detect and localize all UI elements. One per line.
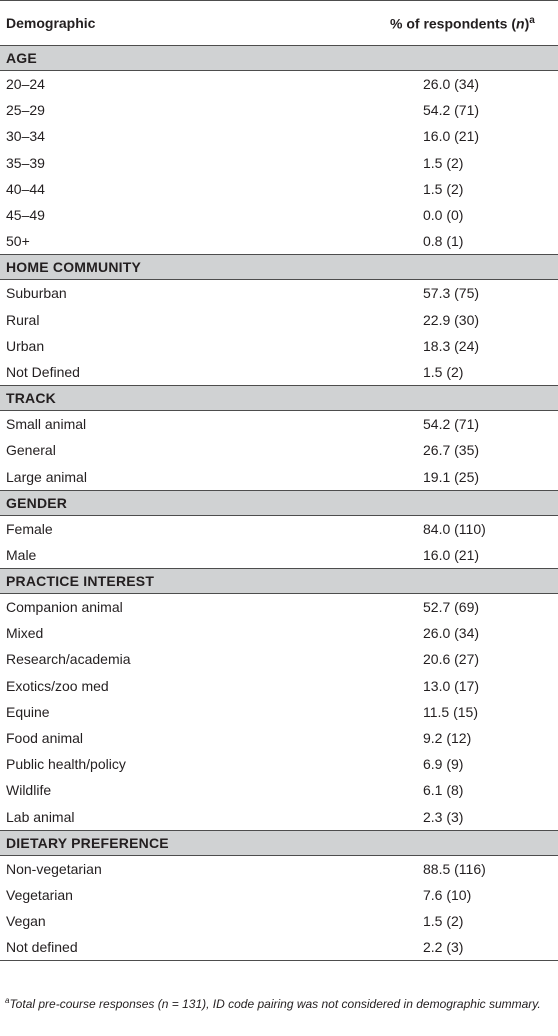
row-value: 2.2 (3) — [423, 939, 464, 956]
row-value-cell — [362, 646, 558, 672]
footnote-text: Total pre-course responses (n = 131), ID code pairing was not considered in demographic summary. — [9, 997, 541, 1011]
row-label: Not Defined — [6, 363, 80, 380]
section-header-row — [0, 255, 558, 280]
row-label: Mixed — [6, 625, 44, 642]
footnote-marker: a — [5, 996, 10, 1005]
row-value: 1.5 (2) — [423, 180, 464, 197]
row-label: Food animal — [6, 730, 84, 747]
table-row — [0, 123, 558, 149]
row-value: 7.6 (10) — [423, 886, 472, 903]
row-value-cell — [362, 359, 558, 386]
row-label: Not defined — [0, 934, 362, 961]
section-header-row — [0, 569, 558, 594]
row-value: 22.9 (30) — [423, 311, 480, 328]
row-label: Non-vegetarian — [6, 860, 102, 877]
header-footnote-marker: a — [529, 14, 535, 26]
section-title: GENDER — [0, 490, 558, 515]
row-value-cell — [362, 777, 558, 803]
row-label: 25–29 — [6, 102, 45, 119]
row-value-cell — [362, 699, 558, 725]
row-value: 6.1 (8) — [423, 782, 464, 799]
table-row — [0, 751, 558, 777]
row-label: 40–44 — [6, 180, 45, 197]
row-label: Exotics/zoo med — [6, 677, 109, 694]
table-row — [0, 646, 558, 672]
row-value: 16.0 (21) — [423, 128, 480, 145]
row-label: Companion animal — [6, 599, 123, 616]
section-header-row — [0, 46, 558, 71]
section-title: AGE — [0, 46, 558, 71]
row-label: Research/academia — [6, 651, 131, 668]
table-row — [0, 228, 558, 255]
header-percent-respondents — [362, 1, 558, 46]
table-row — [0, 280, 558, 307]
row-value: 57.3 (75) — [423, 285, 480, 302]
table-row — [0, 934, 558, 961]
section-header-row — [0, 490, 558, 515]
table-row — [0, 97, 558, 123]
row-label: 50+ — [6, 233, 30, 250]
section-title: HOME COMMUNITY — [0, 255, 558, 280]
table-row — [0, 804, 558, 831]
section-header-row — [0, 830, 558, 855]
row-value-cell — [362, 150, 558, 176]
row-label: Male — [6, 546, 37, 563]
table-row — [0, 777, 558, 803]
row-value: 1.5 (2) — [423, 154, 464, 171]
row-label: Urban — [6, 337, 45, 354]
table-row — [0, 176, 558, 202]
row-value: 19.1 (25) — [423, 468, 480, 485]
table-row — [0, 515, 558, 542]
row-value-cell — [362, 437, 558, 463]
row-value: 13.0 (17) — [423, 677, 480, 694]
row-value: 18.3 (24) — [423, 337, 480, 354]
row-value-cell — [362, 280, 558, 307]
row-value: 6.9 (9) — [423, 756, 464, 773]
section-title: TRACK — [0, 386, 558, 411]
table-row — [0, 882, 558, 908]
row-value: 52.7 (69) — [423, 599, 480, 616]
row-value: 0.0 (0) — [423, 207, 464, 224]
header-n: n — [516, 15, 525, 32]
table-row — [0, 463, 558, 490]
section-title: PRACTICE INTEREST — [0, 569, 558, 594]
table-row — [0, 855, 558, 882]
row-value-cell — [362, 71, 558, 98]
row-label: Lab animal — [6, 808, 75, 825]
table-row — [0, 437, 558, 463]
row-value-cell — [362, 123, 558, 149]
row-label: Vegetarian — [6, 886, 73, 903]
row-value-cell — [362, 751, 558, 777]
row-value: 1.5 (2) — [423, 363, 464, 380]
row-value: 26.0 (34) — [423, 625, 480, 642]
table-row — [0, 542, 558, 569]
table-row — [0, 359, 558, 386]
row-value-cell — [362, 542, 558, 569]
row-value-cell — [362, 176, 558, 202]
row-label: 20–24 — [6, 76, 45, 93]
row-value-cell — [362, 673, 558, 699]
row-value-cell — [362, 882, 558, 908]
row-label: Small animal — [6, 416, 87, 433]
row-label: Wildlife — [6, 782, 52, 799]
row-value: 26.0 (34) — [423, 76, 480, 93]
table-row — [0, 594, 558, 621]
row-value-cell — [362, 307, 558, 333]
row-value: 54.2 (71) — [423, 102, 480, 119]
row-value: 16.0 (21) — [423, 546, 480, 563]
header-percent-prefix: % of respondents ( — [390, 15, 517, 32]
row-value: 2.3 (3) — [423, 808, 464, 825]
table-row — [0, 725, 558, 751]
row-label: Large animal — [6, 468, 87, 485]
row-value-cell — [362, 333, 558, 359]
table-row — [0, 333, 558, 359]
row-label: 45–49 — [6, 207, 45, 224]
table-row — [0, 150, 558, 176]
row-value-cell — [362, 804, 558, 831]
row-label: Equine — [6, 703, 50, 720]
row-label: 30–34 — [6, 128, 45, 145]
row-label: Rural — [6, 311, 40, 328]
row-value: 9.2 (12) — [423, 730, 472, 747]
row-value: 54.2 (71) — [423, 416, 480, 433]
header-percent-suffix: ) — [524, 15, 530, 32]
row-value-cell — [362, 411, 558, 438]
row-value: 11.5 (15) — [423, 703, 478, 720]
row-value-cell — [362, 228, 558, 255]
row-value-cell — [362, 620, 558, 646]
row-label: Suburban — [6, 285, 67, 302]
row-value-cell — [362, 855, 558, 882]
row-value-cell — [362, 934, 558, 961]
row-value-cell — [362, 202, 558, 228]
row-label: 35–39 — [6, 154, 45, 171]
table-row — [0, 673, 558, 699]
table-row — [0, 411, 558, 438]
row-value-cell — [362, 463, 558, 490]
table-row — [0, 71, 558, 98]
row-value: 20.6 (27) — [423, 651, 480, 668]
row-value-cell — [362, 594, 558, 621]
row-value-cell — [362, 515, 558, 542]
row-value: 88.5 (116) — [423, 860, 486, 877]
table-row — [0, 620, 558, 646]
table-row — [0, 908, 558, 934]
row-label: Public health/policy — [6, 756, 126, 773]
row-value-cell — [362, 908, 558, 934]
table-header-row — [0, 1, 558, 46]
row-value: 84.0 (110) — [423, 520, 486, 537]
header-demographic: Demographic — [0, 1, 362, 46]
section-title: DIETARY PREFERENCE — [0, 830, 558, 855]
table-row — [0, 202, 558, 228]
row-label: Vegan — [6, 913, 46, 930]
row-value: 1.5 (2) — [423, 913, 464, 930]
row-value: 0.8 (1) — [423, 233, 464, 250]
table-row — [0, 699, 558, 725]
row-label: Female — [6, 520, 53, 537]
row-label: General — [6, 442, 56, 459]
table-footnote — [5, 992, 553, 1013]
table-row — [0, 307, 558, 333]
row-value: 26.7 (35) — [423, 442, 480, 459]
row-value-cell — [362, 97, 558, 123]
table-body — [0, 46, 558, 961]
section-header-row — [0, 386, 558, 411]
row-value-cell — [362, 725, 558, 751]
